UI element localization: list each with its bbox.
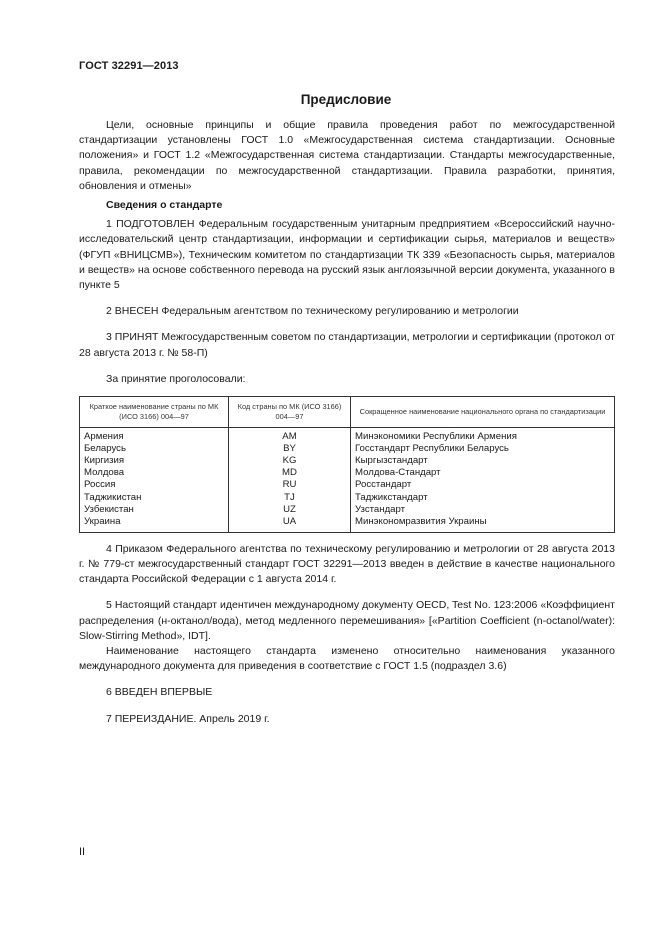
table-header-body: Сокращенное наименование национального органа по стандартизации [351, 397, 615, 428]
country-cell: Узбекистан [80, 504, 229, 516]
country-cell: Молдова [80, 467, 229, 479]
voting-countries-table [79, 396, 615, 533]
code-cell: TJ [229, 492, 351, 504]
body-cell: Таджикстандарт [351, 492, 615, 504]
table-row [80, 504, 615, 516]
table-header-country: Краткое наименование страны по МК (ИСО 3166) 004—97 [80, 397, 229, 428]
body-cell: Минэкономразвития Украины [351, 516, 615, 533]
page-title: Предисловие [300, 92, 392, 107]
standard-code-header: ГОСТ 32291—2013 [79, 60, 179, 72]
table-row [80, 428, 615, 444]
country-cell: Беларусь [80, 443, 229, 455]
country-cell: Таджикистан [80, 492, 229, 504]
intro-paragraph: Цели, основные принципы и общие правила проведения работ по межгосударственной стандартизации установлены ГОСТ 1.0 «Межгосударственная система стандартизации. Основные положения» и ГОСТ 1.2 «Межгосударственная система стандартизации. Стандарты межгосударственные, правила, рекомендации по межгосударственной стандартизации. Правила разработки, принятия, обновления и отмены» [79, 119, 615, 192]
body-cell: Кыргызстандарт [351, 455, 615, 467]
document-body [79, 118, 615, 727]
item-7-paragraph: 7 ПЕРЕИЗДАНИЕ. Апрель 2019 г. [106, 712, 270, 725]
country-cell: Украина [80, 516, 229, 533]
body-cell: Госстандарт Республики Беларусь [351, 443, 615, 455]
body-cell: Узстандарт [351, 504, 615, 516]
table-header-row [80, 397, 615, 428]
item-5-paragraph: 5 Настоящий стандарт идентичен международному документу OECD, Test No. 123:2006 «Коэффициент распределения (н-октанол/вода), метод медленного перемешивания» [«Partition Coefficient (n-octanol/water): Slow-Stirring Method», IDT]. [79, 599, 615, 642]
item-6-paragraph: 6 ВВЕДЕН ВПЕРВЫЕ [106, 686, 213, 699]
table-row [80, 479, 615, 491]
section-heading: Сведения о стандарте [106, 199, 223, 212]
table-row [80, 516, 615, 533]
item-2-paragraph: 2 ВНЕСЕН Федеральным агентством по техническому регулированию и метрологии [106, 305, 519, 318]
code-cell: MD [229, 467, 351, 479]
item-1-paragraph: 1 ПОДГОТОВЛЕН Федеральным государственным унитарным предприятием «Всероссийский научно-исследовательский центр стандартизации, информации и сертификации сырья, материалов и веществ» (ФГУП «ВНИЦСМВ»), Техническим комитетом по стандартизации ТК 339 «Безопасность сырья, материалов и веществ» на основе собственного перевода на русский язык англоязычной версии документа, указанного в пункте 5 [79, 218, 615, 292]
table-header-code: Код страны по МК (ИСО 3166) 004—97 [229, 397, 351, 428]
item-4-paragraph: 4 Приказом Федерального агентства по техническому регулированию и метрологии от 28 августа 2013 г. № 779-ст межгосударственный стандарт ГОСТ 32291—2013 введен в действие в качестве национального стандарта Российской Федерации с 1 августа 2014 г. [79, 542, 615, 586]
item-5-note-paragraph: Наименование настоящего стандарта изменено относительно наименования указанного международного документа для приведения в соответствие с ГОСТ 1.5 (подраздел 3.6) [79, 645, 615, 673]
code-cell: AM [229, 428, 351, 444]
country-cell: Армения [80, 428, 229, 444]
table-row [80, 455, 615, 467]
body-cell: Росстандарт [351, 479, 615, 491]
country-cell: Киргизия [80, 455, 229, 467]
body-cell: Минэкономики Республики Армения [351, 428, 615, 444]
table-row [80, 467, 615, 479]
table-row [80, 492, 615, 504]
code-cell: UZ [229, 504, 351, 516]
page-number: II [79, 846, 86, 858]
body-cell: Молдова-Стандарт [351, 467, 615, 479]
item-3-paragraph: 3 ПРИНЯТ Межгосударственным советом по стандартизации, метрологии и сертификации (протокол от 28 августа 2013 г. № 58-П) [79, 331, 615, 359]
table-row [80, 443, 615, 455]
vote-intro: За принятие проголосовали: [106, 372, 246, 385]
code-cell: UA [229, 516, 351, 533]
code-cell: KG [229, 455, 351, 467]
code-cell: RU [229, 479, 351, 491]
country-cell: Россия [80, 479, 229, 491]
code-cell: BY [229, 443, 351, 455]
